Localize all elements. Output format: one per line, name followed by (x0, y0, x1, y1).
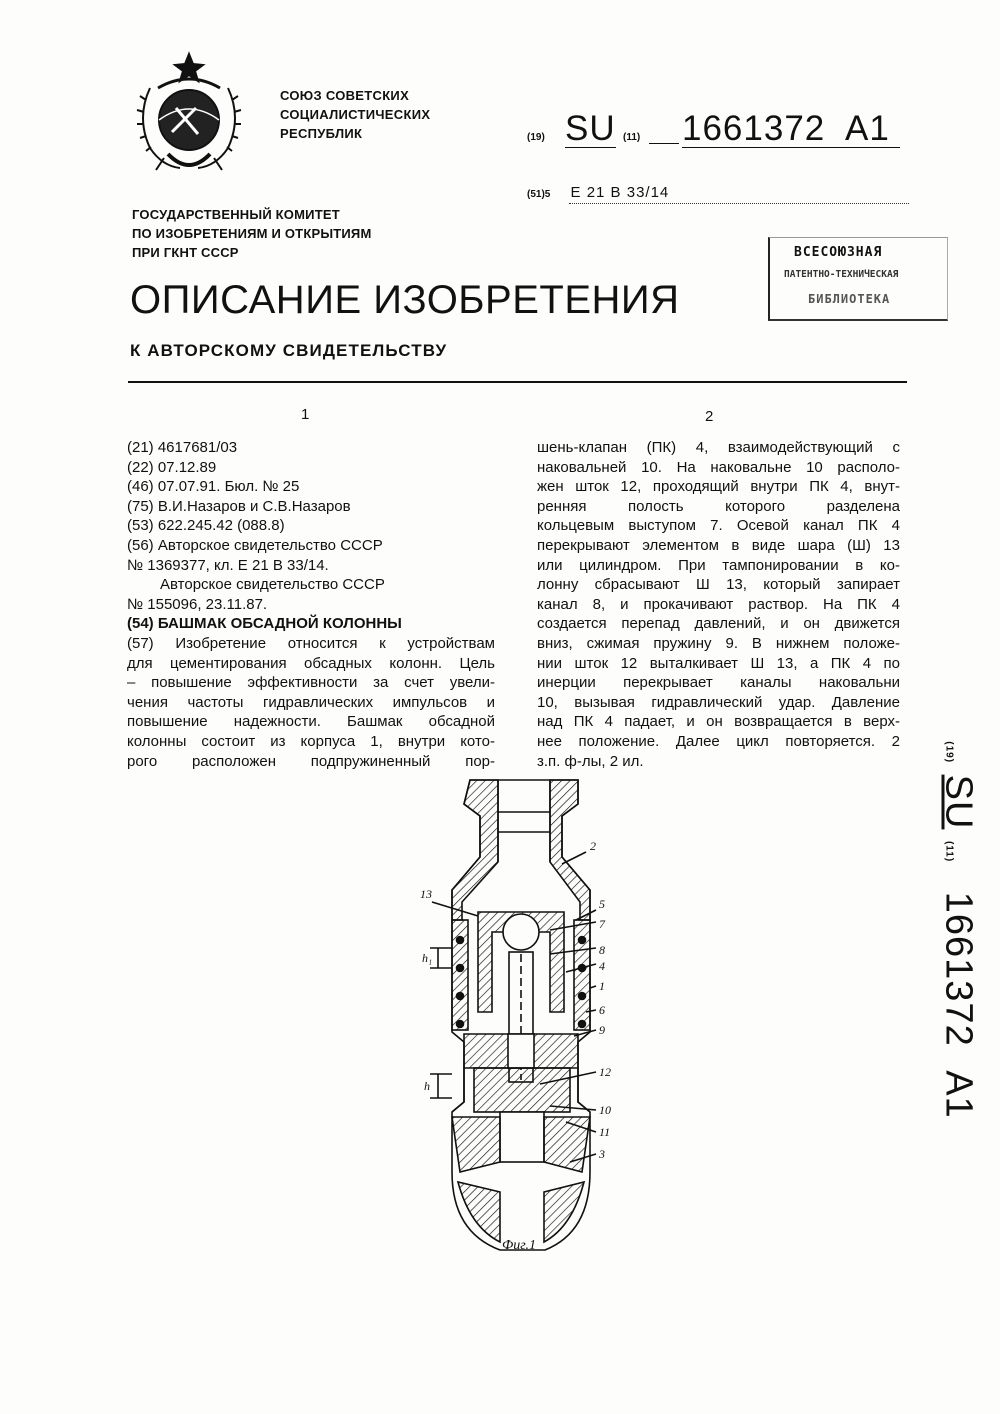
abstract-line: наковальней 10. На наковальне 10 располо- (537, 458, 900, 476)
stamp-line-2: ПАТЕНТНО-ТЕХНИЧЕСКАЯ (784, 269, 899, 280)
abstract-line: для цементирования обсадных колонн. Цель (127, 654, 495, 672)
patent-number: 1661372 (682, 109, 826, 148)
field-46: (46) 07.07.91. Бюл. № 25 (127, 478, 300, 496)
document-number (527, 108, 917, 152)
abstract-line: повышение надежности. Башмак обсадной (127, 713, 495, 731)
document-subtitle: К АВТОРСКОМУ СВИДЕТЕЛЬСТВУ (130, 341, 448, 360)
label-13: 13 (420, 887, 432, 901)
label-10: 10 (599, 1103, 611, 1117)
field-22: (22) 07.12.89 (127, 458, 217, 476)
abstract-line: нее положение. Далее цикл повторяется. 2 (537, 732, 900, 750)
state-emblem-icon (128, 48, 250, 180)
column-number-1: 1 (301, 406, 310, 423)
title-divider (128, 381, 907, 383)
abstract-line: шень-клапан (ПК) 4, взаимодействующий с (537, 439, 900, 456)
abstract-line: (57) Изобретение относится к устройствам (127, 634, 495, 652)
column-number-2: 2 (705, 408, 714, 425)
country-name (280, 86, 430, 143)
label-5: 5 (599, 897, 605, 911)
stamp-line-3: БИБЛИОТЕКА (808, 292, 891, 306)
abstract-line: инерции перекрывает каналы наковальни (537, 674, 900, 692)
tag-19: (19) (527, 132, 545, 143)
label-h1: h₁ (422, 951, 433, 965)
abstract-line: перекрывают элементом в виде шара (Ш) 13 (537, 536, 900, 554)
abstract-line: з.п. ф-лы, 2 ил. (537, 752, 644, 770)
abstract-line: над ПК 4 падает, и он возвращается в верх- (537, 713, 900, 731)
label-12: 12 (599, 1065, 611, 1079)
document-title: ОПИСАНИЕ ИЗОБРЕТЕНИЯ (130, 278, 680, 322)
committee-line-3: ПРИ ГКНТ СССР (132, 245, 239, 260)
abstract-line: колонны состоит из корпуса 1, внутри кото- (127, 732, 495, 750)
bibliographic-column (127, 438, 495, 771)
label-1: 1 (599, 979, 605, 993)
label-4: 4 (599, 959, 605, 973)
field-56-line-4: № 155096, 23.11.87. (127, 595, 268, 613)
side-tag-11: (11) (943, 840, 955, 863)
tag-51: (51)5 (527, 189, 551, 200)
field-56-line-3: Авторское свидетельство СССР (160, 576, 385, 594)
abstract-line: создается перепад давлений, и он движется (537, 615, 900, 633)
library-stamp (768, 237, 948, 321)
side-country-code: SU (937, 774, 980, 830)
side-document-number (938, 720, 978, 1140)
stamp-line-1: ВСЕСОЮЗНАЯ (794, 245, 883, 260)
field-56: (56) Авторское свидетельство СССР (127, 536, 383, 554)
country-line-3: РЕСПУБЛИК (280, 126, 363, 141)
figure-caption: Фиг.1 (502, 1238, 537, 1253)
field-54-title: (54) БАШМАК ОБСАДНОЙ КОЛОННЫ (127, 615, 402, 633)
side-patent-number: 1661372 (937, 891, 980, 1047)
field-75: (75) В.И.Назаров и С.В.Назаров (127, 497, 351, 515)
side-tag-19: (19) (943, 741, 955, 764)
country-line-1: СОЮЗ СОВЕТСКИХ (280, 88, 410, 103)
abstract-line: – повышение эффективности за счет увели- (127, 674, 495, 692)
abstract-line: лонну сбрасывают Ш 13, который запирает (537, 576, 900, 594)
label-3: 3 (599, 1147, 605, 1161)
label-6: 6 (599, 1003, 605, 1017)
field-21: (21) 4617681/03 (127, 439, 238, 456)
label-h: h (424, 1079, 430, 1093)
abstract-line: кольцевым выступом 7. Осевой канал ПК 4 (537, 517, 900, 535)
label-8: 8 (599, 943, 605, 957)
label-9: 9 (599, 1023, 605, 1037)
abstract-line: жен шток 12, проходящий внутри ПК 4, внут- (537, 478, 900, 496)
ipc-classification (527, 184, 907, 201)
country-line-2: СОЦИАЛИСТИЧЕСКИХ (280, 107, 431, 122)
label-7: 7 (599, 917, 605, 931)
field-56-line-2: № 1369377, кл. E 21 B 33/14. (127, 556, 329, 574)
abstract-column-2 (537, 438, 900, 771)
figure-casing-shoe-drawing (400, 772, 640, 1270)
abstract-line: канал 8, и прокачивают раствор. На ПК 4 (537, 595, 900, 613)
committee-line-2: ПО ИЗОБРЕТЕНИЯМ И ОТКРЫТИЯМ (132, 226, 372, 241)
label-11: 11 (599, 1125, 611, 1139)
ipc-code: E 21 B 33/14 (570, 184, 670, 201)
side-kind-code: A1 (937, 1070, 980, 1119)
kind-code: A1 (845, 109, 890, 148)
field-53: (53) 622.245.42 (088.8) (127, 517, 285, 535)
label-2: 2 (590, 839, 596, 853)
abstract-line: ренняя полость которого разделена (537, 497, 900, 515)
abstract-line: 10, вызывая гидравлический удар. Давление (537, 693, 900, 711)
abstract-line: вниз, сжимая пружину 9. В нижнем положе- (537, 634, 900, 652)
abstract-line: нии шток 12 выталкивает Ш 13, а ПК 4 по (537, 654, 900, 672)
country-code: SU (565, 109, 616, 148)
tag-11: (11) (623, 132, 641, 143)
committee-line-1: ГОСУДАРСТВЕННЫЙ КОМИТЕТ (132, 207, 340, 222)
abstract-line: рого расположен подпружиненный пор- (127, 752, 495, 770)
abstract-line: чения частоты гидравлических импульсов и (127, 693, 495, 711)
abstract-line: или цилиндром. При тампонировании в ко- (537, 556, 900, 574)
committee-name (132, 205, 372, 262)
